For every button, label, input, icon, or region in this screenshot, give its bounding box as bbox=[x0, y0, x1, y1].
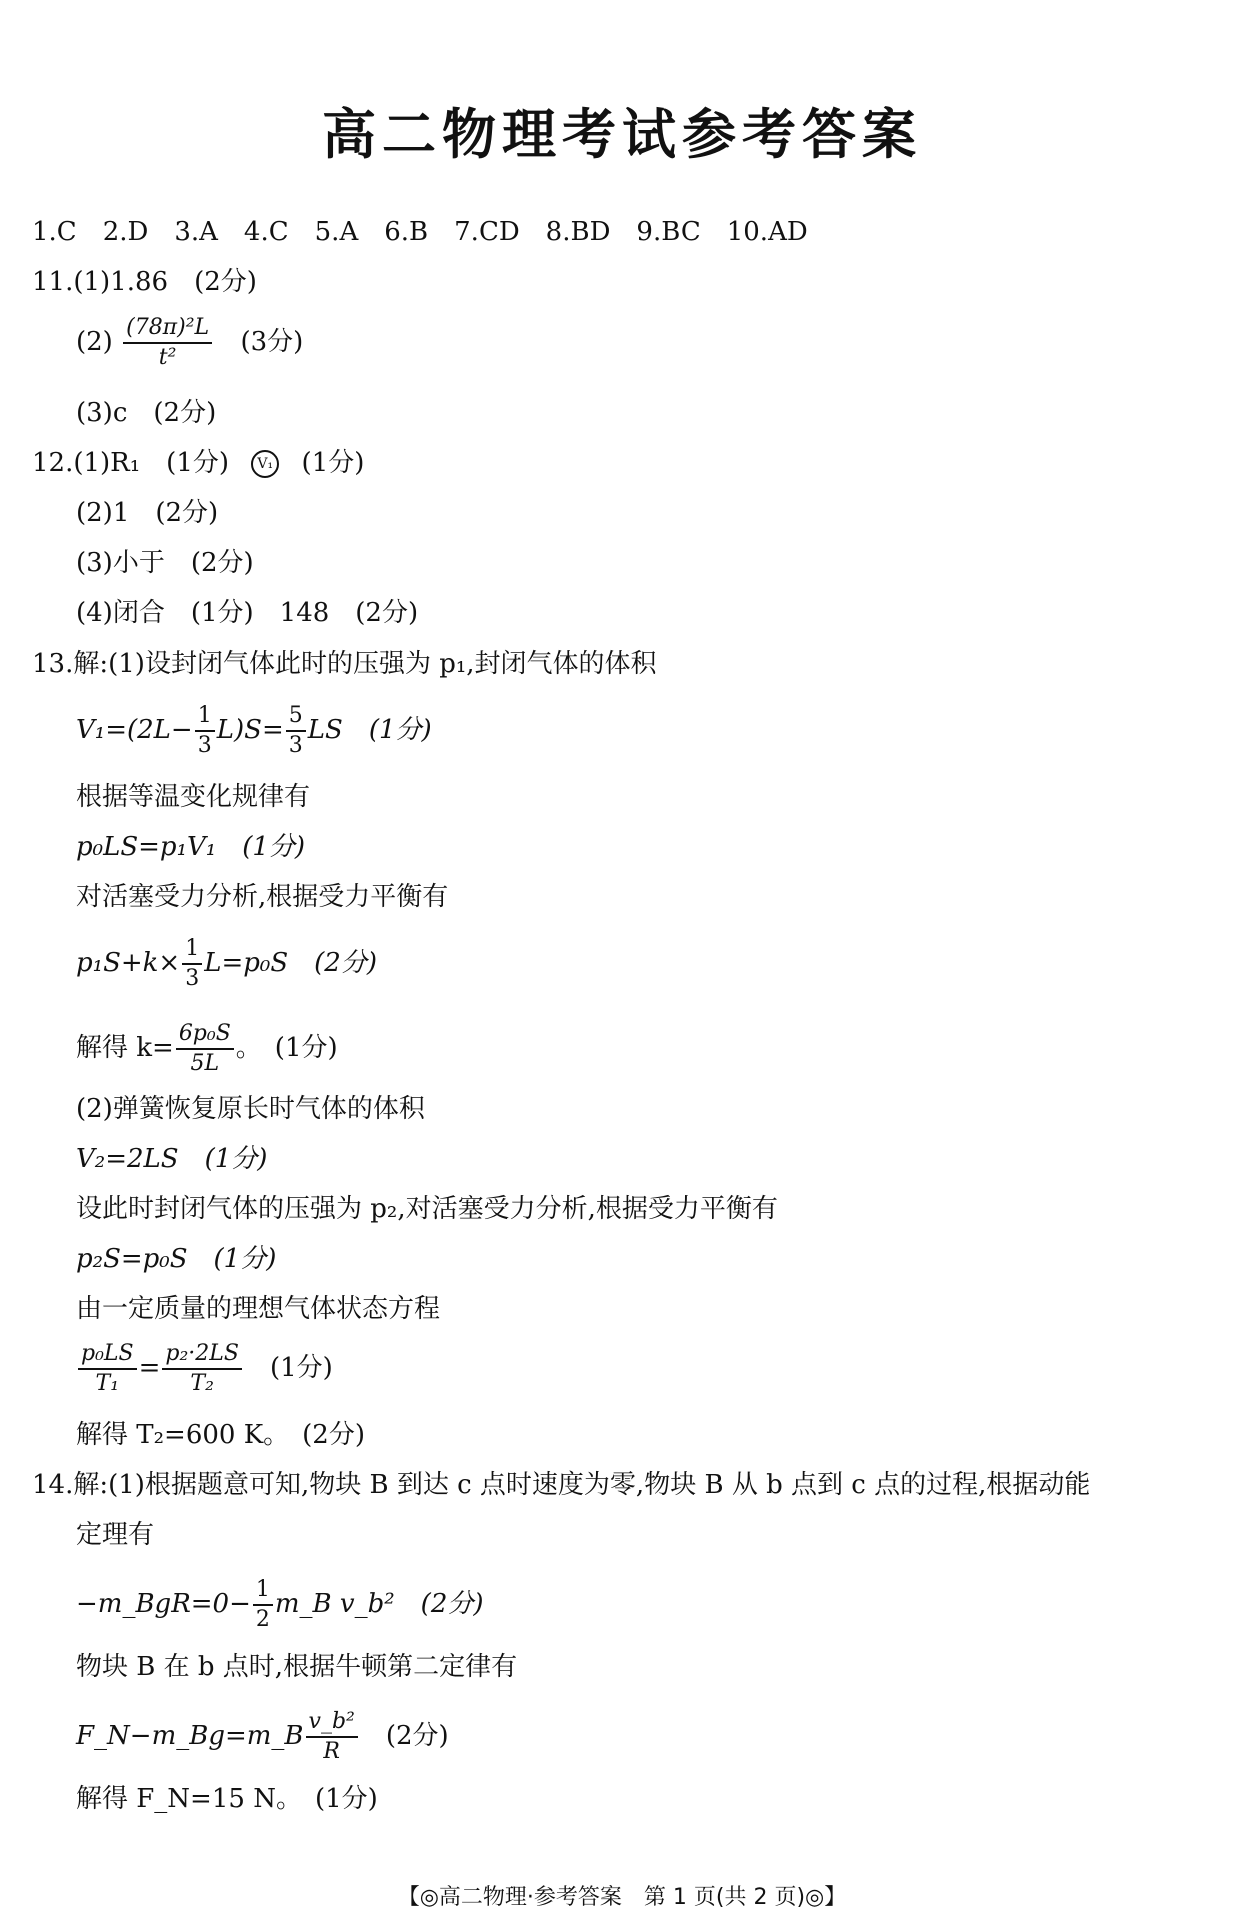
q13-line2 bbox=[76, 702, 432, 760]
page-title: 高二物理考试参考答案 bbox=[322, 103, 922, 166]
q14-line5-frac-den: R bbox=[323, 1739, 340, 1764]
q14-line3-b: m_B v_b² (2分) bbox=[274, 1589, 484, 1619]
q14-line4: 物块 B 在 b 点时,根据牛顿第二定律有 bbox=[76, 1652, 518, 1682]
q14-line2: 定理有 bbox=[76, 1520, 155, 1550]
q13-line7-frac-num: 6p₀S bbox=[176, 1020, 234, 1050]
q12-part1 bbox=[32, 446, 364, 480]
q13-frac2-den: 3 bbox=[288, 733, 303, 758]
q13-frac2-num: 5 bbox=[286, 702, 306, 732]
q13-line13-frac2-num: p₂·2LS bbox=[162, 1340, 242, 1370]
q14-line3-a: −m_BgR=0− bbox=[76, 1589, 251, 1619]
q13-line13-b: (1分) bbox=[243, 1353, 333, 1383]
q13-frac1-den: 3 bbox=[197, 733, 212, 758]
q13-line2-c: LS (1分) bbox=[307, 715, 432, 745]
q13-line6 bbox=[76, 935, 377, 993]
q11-part2-prefix: (2) bbox=[76, 327, 113, 357]
q11-part2 bbox=[76, 314, 303, 372]
q14-line3-frac-num: 1 bbox=[253, 1576, 273, 1606]
q12-part3: (3)小于 (2分) bbox=[76, 548, 254, 578]
q13-line5: 对活塞受力分析,根据受力平衡有 bbox=[76, 882, 449, 912]
q14-line5-b: (2分) bbox=[359, 1721, 449, 1751]
q13-line13-frac1-den: T₁ bbox=[95, 1371, 120, 1396]
q12-part4: (4)闭合 (1分) 148 (2分) bbox=[76, 598, 419, 628]
q13-line6-frac-den: 3 bbox=[185, 966, 200, 991]
q13-line2-b: L)S= bbox=[216, 715, 284, 745]
page-footer: 【◎高二物理·参考答案 第 1 页(共 2 页)◎】 bbox=[397, 1885, 847, 1910]
q14-line5-frac-num: v_b² bbox=[306, 1708, 358, 1738]
q13-line7-b: 。 (1分) bbox=[235, 1033, 338, 1063]
q13-line7 bbox=[76, 1020, 338, 1078]
q13-line13-equals: = bbox=[138, 1353, 161, 1383]
choice-answers: 1.C 2.D 3.A 4.C 5.A 6.B 7.CD 8.BD 9.BC 10.AD bbox=[32, 217, 808, 247]
q11-part2-score: (3分) bbox=[240, 327, 304, 357]
q14-line3-frac-den: 2 bbox=[255, 1607, 270, 1632]
q13-line6-a: p₁S+k× bbox=[76, 948, 181, 978]
q13-line1: 13.解:(1)设封闭气体此时的压强为 p₁,封闭气体的体积 bbox=[32, 649, 657, 679]
q11-part3: (3)c (2分) bbox=[76, 398, 217, 428]
q13-line13-frac2-den: T₂ bbox=[190, 1371, 214, 1396]
q14-line6: 解得 F_N=15 N。 (1分) bbox=[76, 1784, 378, 1814]
q13-line7-a: 解得 k= bbox=[76, 1033, 174, 1063]
q12-part2: (2)1 (2分) bbox=[76, 498, 219, 528]
q13-line12: 由一定质量的理想气体状态方程 bbox=[76, 1294, 441, 1324]
q13-line7-frac-den: 5L bbox=[190, 1051, 220, 1076]
q11-fraction bbox=[123, 314, 212, 372]
q14-line3 bbox=[76, 1576, 484, 1634]
q11-fraction-numerator: (78π)²L bbox=[123, 314, 212, 344]
q13-line13-frac1-num: p₀LS bbox=[78, 1340, 137, 1370]
q14-line1: 14.解:(1)根据题意可知,物块 B 到达 c 点时速度为零,物块 B 从 b 点到 c 点的过程,根据动能 bbox=[32, 1470, 1091, 1500]
q13-line3: 根据等温变化规律有 bbox=[76, 782, 311, 812]
q13-frac1-num: 1 bbox=[195, 702, 215, 732]
q11-fraction-denominator: t² bbox=[158, 345, 177, 370]
q14-line5 bbox=[76, 1708, 449, 1766]
q13-line14: 解得 T₂=600 K。 (2分) bbox=[76, 1420, 365, 1450]
q13-line13 bbox=[76, 1340, 333, 1398]
q14-line5-a: F_N−m_Bg=m_B bbox=[76, 1721, 304, 1751]
q13-line4: p₀LS=p₁V₁ (1分) bbox=[76, 832, 306, 862]
q13-line10: 设此时封闭气体的压强为 p₂,对活塞受力分析,根据受力平衡有 bbox=[76, 1194, 778, 1224]
q12-part1-text: 12.(1)R₁ (1分) bbox=[32, 448, 230, 478]
voltmeter-icon: V₁ bbox=[251, 450, 279, 478]
q13-line9: V₂=2LS (1分) bbox=[76, 1144, 268, 1174]
q13-line11: p₂S=p₀S (1分) bbox=[76, 1244, 277, 1274]
q13-line2-a: V₁=(2L− bbox=[76, 715, 193, 745]
q11-part1: 11.(1)1.86 (2分) bbox=[32, 267, 257, 297]
q13-line6-b: L=p₀S (2分) bbox=[204, 948, 377, 978]
q13-line6-frac-num: 1 bbox=[182, 935, 202, 965]
q12-part1-score: (1分) bbox=[301, 448, 365, 478]
q13-line8: (2)弹簧恢复原长时气体的体积 bbox=[76, 1094, 425, 1124]
